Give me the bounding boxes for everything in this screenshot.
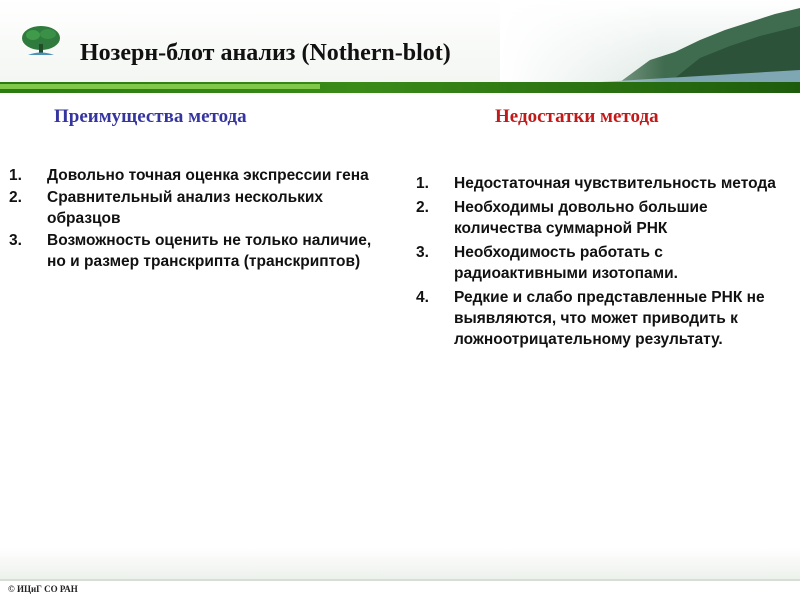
disadvantages-list <box>416 173 786 353</box>
list-item <box>9 230 379 272</box>
header-divider-highlight <box>0 84 320 89</box>
list-item-text: Возможность оценить не только наличие, но и размер транскрипта (транскриптов) <box>47 232 372 270</box>
advantages-heading: Преимущества метода <box>54 106 247 127</box>
advantages-list <box>9 165 379 273</box>
list-item-text: Недостаточная чувствительность метода <box>454 175 776 192</box>
slide-title: Нозерн-блот анализ (Nothern-blot) <box>80 40 451 66</box>
list-item-number: 3. <box>9 232 22 249</box>
forest-landscape-image <box>500 0 800 82</box>
footer-band <box>0 548 800 581</box>
list-item <box>416 173 786 194</box>
list-item-number: 2. <box>416 199 429 216</box>
list-item-text: Необходимы довольно большие количества суммарной РНК <box>454 199 708 237</box>
list-item-number: 1. <box>416 175 429 192</box>
list-item-text: Сравнительный анализ нескольких образцов <box>47 189 324 227</box>
disadvantages-heading: Недостатки метода <box>495 106 659 127</box>
list-item-number: 3. <box>416 244 429 261</box>
list-item <box>9 165 379 186</box>
list-item-text: Редкие и слабо представленные РНК не выявляются, что может приводить к ложноотрицательному результату. <box>454 289 765 348</box>
copyright-text: © ИЦиГ СО РАН <box>8 584 78 594</box>
list-item-text: Необходимость работать с радиоактивными изотопами. <box>454 244 678 282</box>
tree-logo-icon <box>20 24 62 60</box>
list-item <box>9 187 379 229</box>
list-item <box>416 287 786 350</box>
list-item-number: 1. <box>9 167 22 184</box>
list-item-number: 4. <box>416 289 429 306</box>
list-item-text: Довольно точная оценка экспрессии гена <box>47 167 369 184</box>
list-item <box>416 197 786 239</box>
list-item <box>416 242 786 284</box>
list-item-number: 2. <box>9 189 22 206</box>
